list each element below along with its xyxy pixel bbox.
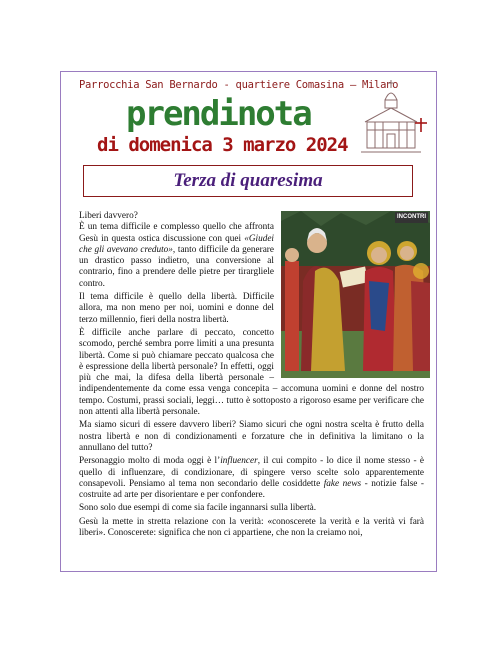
text-span: , il cui compito - lo dice il nome stesso - è quello di influenzare, di condizionare, di spingere verso scelte solo apparentemente consapevoli. Pensiamo al tema non secondario delle cosiddette <box>79 456 424 489</box>
masthead-title: prendinota <box>126 94 311 134</box>
paragraph-5 <box>79 456 424 501</box>
paragraph-7: Gesù la mette in stretta relazione con la verità: «conoscerete la verità e la verità vi farà liberi». Conoscerete: significa che non ci appartiene, che non la creiamo noi, <box>79 516 424 539</box>
italic-term: fake news <box>323 478 362 489</box>
header <box>61 72 436 165</box>
sunday-title: Terza di quaresima <box>173 170 323 191</box>
text-span: , tanto difficile da generare un drastico passo indietro, una conversione al contrario, fino a prendere delle pietre per tirargliele contro. <box>79 244 274 289</box>
paragraph-2: Il tema difficile è quello della libertà. Difficile allora, ma non meno per noi, uomini e donne del terzo millennio, fieri della nostra libertà. <box>79 292 274 325</box>
church-logo-icon <box>351 78 429 158</box>
issue-date: di domenica 3 marzo 2024 <box>97 134 348 156</box>
text-span: - notizie false - costruite ad arte per disorientare e per confondere. <box>79 478 425 501</box>
paragraph-3: È difficile anche parlare di peccato, concetto scomodo, perché sembra porre limiti a una presunta libertà. Come si può chiamare peccato qualcosa che è espressione della libertà personale? In effetti, oggi più che mai, la difesa della libertà personale – indipendentemente da come essa venga concepita – accomuna uomini e donne del nostro tempo. Costumi, prassi sociali, leggi… tutto è sottoposto a rigoroso esame per verificare che non attenti alla libertà personale. <box>79 327 424 418</box>
title-box <box>83 165 413 197</box>
italic-term: influencer <box>220 456 258 467</box>
paragraph-4: Ma siamo sicuri di essere davvero liberi? Siamo sicuri che ogni nostra scelta è frutto della nostra libertà e non di condizionamenti e forzature che in definitiva la limitano o la annullano del tutto? <box>79 420 424 453</box>
quote: «Giudei che gli avevano creduto» <box>79 233 274 255</box>
painting-image <box>281 211 430 378</box>
parish-name: Parrocchia San Bernardo - quartiere Comasina – Milano <box>79 79 399 91</box>
newsletter-page <box>60 71 437 572</box>
text-span: Personaggio molto di moda oggi è l’ <box>79 456 221 467</box>
image-label: INCONTRI <box>395 212 428 223</box>
article-body <box>79 211 424 541</box>
opening-question: Liberi davvero? <box>79 211 138 221</box>
text-span: È un tema difficile e complesso quello che affronta Gesù in questa ostica discussione con quei <box>79 222 274 244</box>
article-illustration <box>281 211 430 378</box>
paragraph-6: Sono solo due esempi di come sia facile ingannarsi sulla libertà. <box>79 503 317 514</box>
